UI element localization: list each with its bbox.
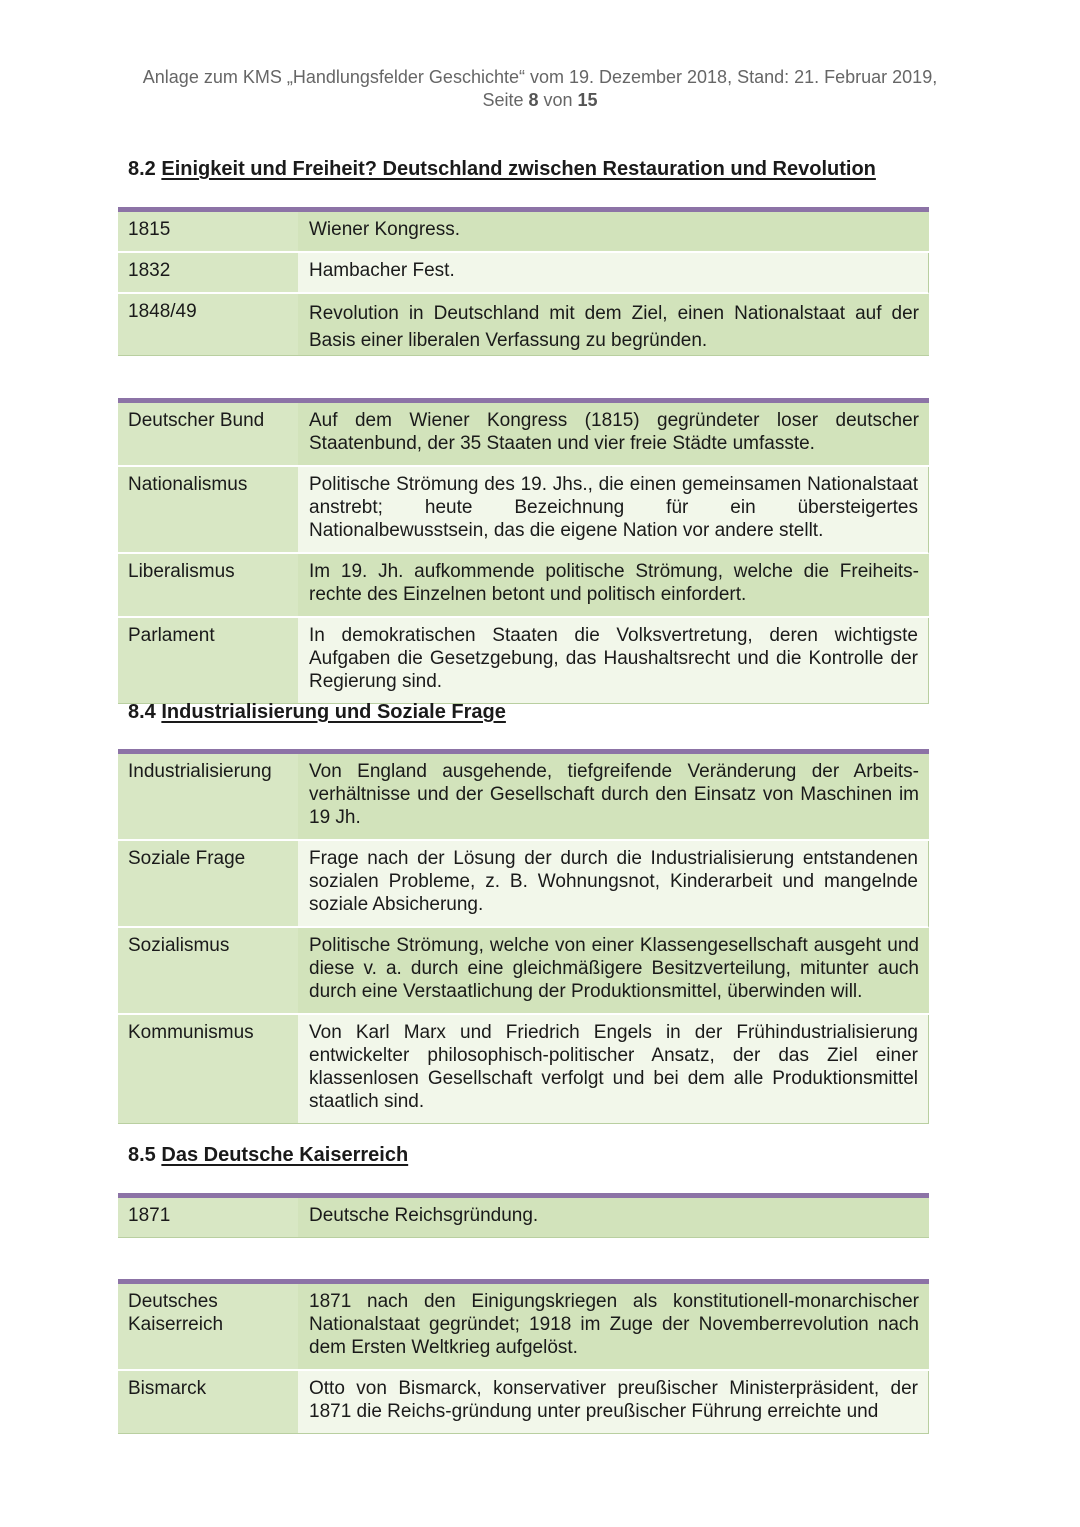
page-total: 15 (577, 90, 598, 110)
table-row (118, 467, 929, 554)
term-cell: Deutscher Bund (118, 403, 298, 467)
table-row (118, 1371, 929, 1434)
table-row (118, 554, 929, 618)
header-line: Anlage zum KMS „Handlungsfelder Geschichte“ vom 19. Dezember 2018, Stand: 21. Februar 2019, (142, 67, 938, 87)
table-row (118, 1284, 929, 1371)
page-number: Seite 8 von 15 (482, 90, 598, 110)
term-cell: Nationalismus (118, 467, 298, 554)
definition-cell: Auf dem Wiener Kongress (1815) gegründeter loser deutscher Staatenbund, der 35 Staaten und vier freie Städte umfasste. (298, 403, 929, 467)
term-cell: Sozialismus (118, 928, 298, 1015)
section-heading-8-4: 8.4 Industrialisierung und Soziale Frage (128, 701, 506, 723)
definition-cell: Politische Strömung, welche von einer Klassengesellschaft ausgeht und diese v. a. durch eine gleichmäßigere Besitzverteilung, mitunter auch durch eine Verstaatlichung der Produktionsmittel, überwinden will. (298, 928, 929, 1015)
dates-table-8-5 (118, 1193, 929, 1238)
table-row (118, 1198, 929, 1238)
section-heading-8-5: 8.5 Das Deutsche Kaiserreich (128, 1144, 409, 1166)
section-title: Das Deutsche Kaiserreich (161, 1144, 409, 1166)
event-cell: Wiener Kongress. (298, 212, 929, 253)
table-row (118, 403, 929, 467)
definition-cell: Im 19. Jh. aufkommende politische Strömung, welche die Freiheitsrechte des Einzelnen betont und politisch einfordert. (298, 554, 929, 618)
term-cell: Industrialisierung (118, 754, 298, 841)
table-row (118, 841, 929, 928)
term-cell: Parlament (118, 618, 298, 704)
definition-cell: 1871 nach den Einigungskriegen als konstitutionell-monarchischer Nationalstaat gegründet; 1918 im Zuge der Novemberrevolution nach dem Ersten Weltkrieg aufgelöst. (298, 1284, 929, 1371)
term-cell: Kommunismus (118, 1015, 298, 1124)
page-header (0, 66, 1080, 112)
table-row (118, 928, 929, 1015)
table-row (118, 618, 929, 704)
event-cell: Hambacher Fest. (298, 253, 929, 294)
section-heading-8-2: 8.2 Einigkeit und Freiheit? Deutschland zwischen Restauration und Revolution (128, 158, 876, 180)
date-cell: 1832 (118, 253, 298, 294)
terms-table-8-4 (118, 749, 929, 1124)
section-title: Industrialisierung und Soziale Frage (161, 701, 506, 723)
date-cell: 1815 (118, 212, 298, 253)
definition-cell: Politische Strömung des 19. Jhs., die einen gemeinsamen Nationalstaat anstrebt; heute Bezeichnung für ein übersteigertes Nationalbewusstsein, das die eigene Nation vor andere stellt. (298, 467, 929, 554)
table-row (118, 294, 929, 356)
table-row (118, 754, 929, 841)
section-title: Einigkeit und Freiheit? Deutschland zwischen Restauration und Revolution (161, 158, 876, 180)
table-row (118, 1015, 929, 1124)
page-current: 8 (528, 90, 539, 110)
definition-cell: Von England ausgehende, tiefgreifende Veränderung der Arbeitsverhältnisse und der Gesellschaft durch den Einsatz von Maschinen im 19 Jh. (298, 754, 929, 841)
definition-cell: Von Karl Marx und Friedrich Engels in der Frühindustrialisierung entwickelter philosophisch-politischer Ansatz, der das Ziel einer klassenlosen Gesellschaft verfolgt und bei dem alle Produktionsmittel staatlich sind. (298, 1015, 929, 1124)
event-cell: Revolution in Deutschland mit dem Ziel, einen Nationalstaat auf der Basis einer liberalen Verfassung zu begründen. (298, 294, 929, 356)
definition-cell: Frage nach der Lösung der durch die Industrialisierung entstandenen sozialen Probleme, z. B. Wohnungsnot, Kinderarbeit und mangelnde soziale Absicherung. (298, 841, 929, 928)
event-cell: Deutsche Reichsgründung. (298, 1198, 929, 1238)
date-cell: 1871 (118, 1198, 298, 1238)
definition-cell: In demokratischen Staaten die Volksvertretung, deren wichtigste Aufgaben die Gesetzgebung, das Haushaltsrecht und die Kontrolle der Regierung sind. (298, 618, 929, 704)
dates-table-8-2 (118, 207, 929, 356)
terms-table-8-2 (118, 398, 929, 704)
terms-table-8-5 (118, 1279, 929, 1434)
term-cell: Soziale Frage (118, 841, 298, 928)
date-cell: 1848/49 (118, 294, 298, 356)
term-cell: Liberalismus (118, 554, 298, 618)
table-row (118, 212, 929, 253)
term-cell: Bismarck (118, 1371, 298, 1434)
definition-cell: Otto von Bismarck, konservativer preußischer Ministerpräsident, der 1871 die Reichs-gründung unter preußischer Führung erreichte und (298, 1371, 929, 1434)
table-row (118, 253, 929, 294)
term-cell: Deutsches Kaiserreich (118, 1284, 298, 1371)
